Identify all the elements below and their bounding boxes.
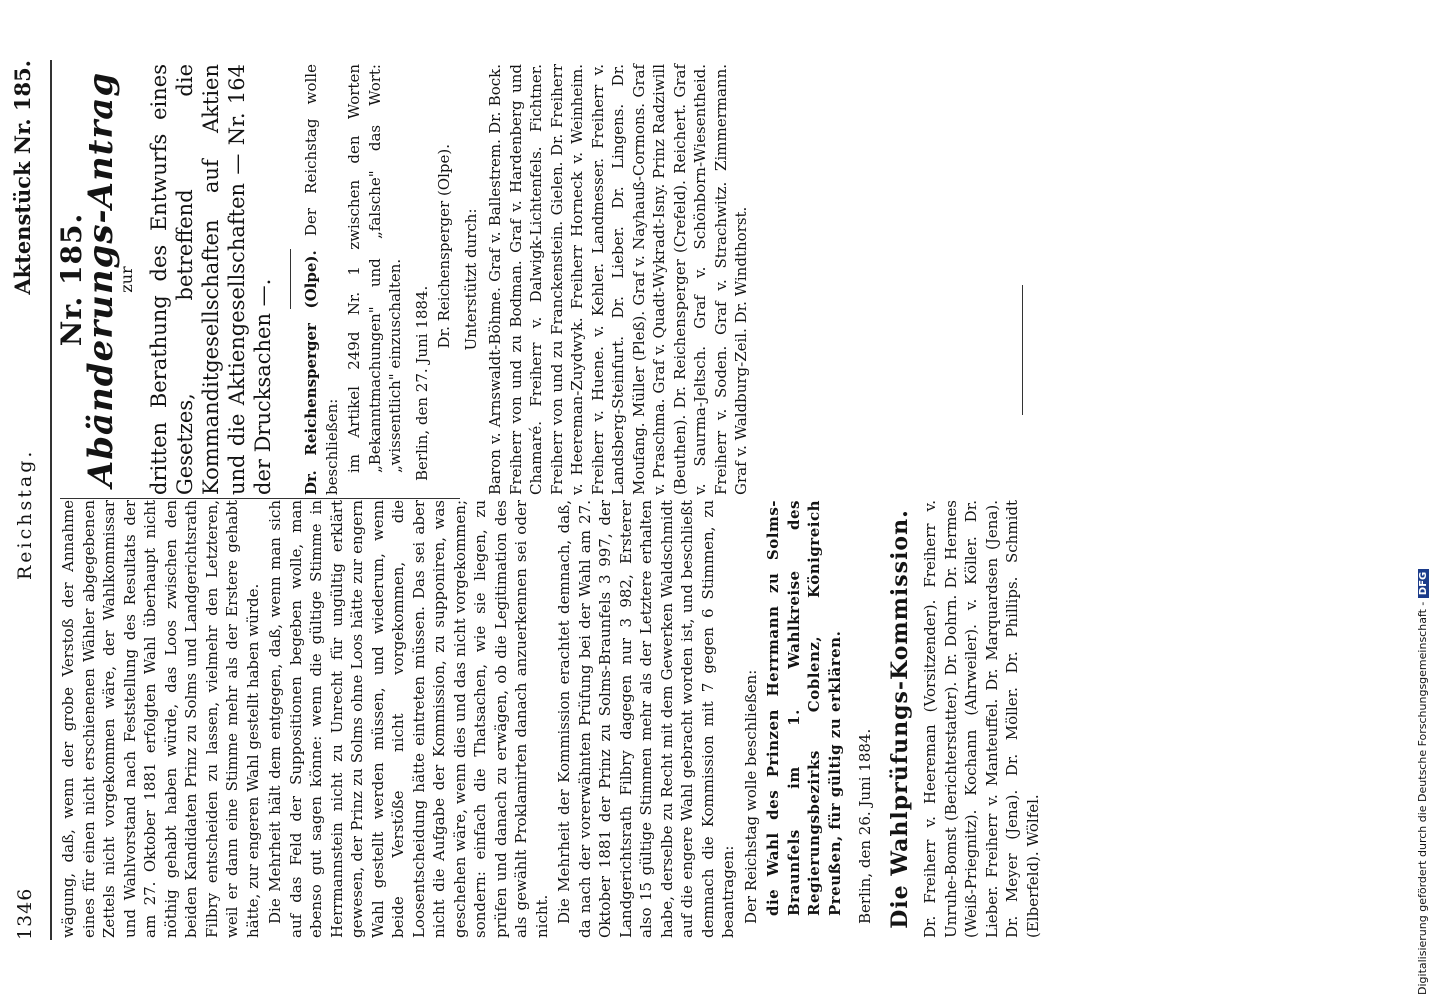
document-subtitle: dritten Berathung des Entwurfs eines Gesetzes, betreffend die Kommanditgesellschaften auf Aktien und die Aktiengesellschaften — Nr. 164 der Drucksachen —. [146,64,275,495]
title-rule [290,250,292,310]
motion-text: die Wahl des Prinzen Herrmann zu Solms-Braunfels im 1. Wahlkreise des Regierungsbezirks Coblenz, Königreich Preußen, für gültig zu erklären. [764,500,844,916]
supporters-list: Baron v. Arnswaldt-Böhme. Graf v. Ballestrem. Dr. Bock. Freiherr von und zu Bodman. Graf v. Hardenberg und Chamaré. Freiherr v. Dalwigk-Lichtenfels. Fichtner. Freiherr von und zu Franckenstein. Gielen. Dr. Freiherr v. Heereman-Zuydwyk. Freiherr Horneck v. Weinheim. Freiherr v. Huene. v. Kehler. Landmesser. Freiherr v. Landsberg-Steinfurt. Dr. Lieber. Dr. Lingens. Dr. Moufang. Müller (Pleß). Graf v. Nayhauß-Cormons. Graf v. Praschma. Graf v. Quadt-Wykradt-Isny. Prinz Radziwill (Beuthen). Dr. Reichensperger (Crefeld). Reichert. Graf v. Saurma-Jeltsch. Graf v. Schönborn-Wiesentheid. Freiherr v. Soden. Graf v. Strachwitz. Zimmermann. Graf v. Waldburg-Zeil. Dr. Windthorst. [486,64,750,495]
bottom-rule [1022,285,1023,415]
column-divider [60,498,460,499]
conclusion-paragraph: Die Mehrheit der Kommission erachtet demnach, daß, da nach der vorerwähnten Prüfung bei der Wahl am 27. Oktober 1881 der Prinz zu Solms-Braunfels 3 997, der Landgerichtsrath Filbry dagegen nur 3 982, Ersterer also 15 gültige Stimmen mehr als der Letztere erhalten habe, derselbe zu Recht mit dem Gewerken Waldschmidt auf die engere Wahl gebracht worden ist, und beschließt demnach die Kommission mit 7 gegen 6 Stimmen, zu beantragen: [555,500,737,938]
amendment-text: im Artikel 249d Nr. 1 zwischen den Worten „Bekanntmachungen" und „falsche" das Wort: „wissentlich" einzuschalten. [345,64,404,473]
running-head [8,60,44,940]
left-column [58,500,1042,938]
majority-paragraph: Die Mehrheit hält dem entgegen, daß, wenn man sich auf das Feld der Suppositionen begeben wolle, man ebenso gut sagen könne: wenn die gültige Stimme in Herrmannstein nicht zu Unrecht für ungültig erklärt gewesen, der Prinz zu Solms ohne Loos hätte zur engern Wahl gestellt werden müssen, und wiederum, wenn beide Verstöße nicht vorgekommen, die Loosentscheidung hätte eintreten müssen. Das sei aber nicht die Aufgabe der Kommission, zu supponiren, was geschehen wäre, wenn dies und das nicht vorgekommen; sondern: einfach die Thatsachen, wie sie liegen, zu prüfen und danach zu erwägen, ob die Legitimation des als gewählt Proklamirten danach anzuerkennen sei oder nicht. [266,500,551,938]
proposer-request: Der Reichstag wolle beschließen: [302,64,341,495]
motion-intro: Der Reichstag wolle beschließen: [741,669,760,924]
commission-title: Die Wahlprüfungs-Kommission. [886,509,913,929]
signature: Dr. Reichensperger (Olpe). [435,144,453,349]
continuation-paragraph: wägung, daß, wenn der grobe Verstoß der Annahme eines für einen nicht erschienenen Wähler abgegebenen Zettels nicht vorgekommen wäre, der Wahlkommissar und Wahlvorstand nach Feststellung des Resultats der am 27. Oktober 1881 erfolgten Wahl überhaupt nicht nöthig gehabt haben würde, das Loos zwischen den beiden Kandidaten Prinz zu Solms und Landgerichtsrath Filbry entscheiden zu lassen, vielmehr den Letzteren, weil er dann eine Stimme mehr als der Erstere gehabt hätte, zur engeren Wahl gestellt haben würde. [59,500,262,938]
right-column [55,64,750,495]
proposer-name: Dr. Reichensperger (Olpe). [302,250,320,495]
digitization-text: Digitalisierung gefördert durch die Deutsche Forschungsgemeinschaft - [1416,601,1429,995]
supported-by-label: Unterstützt durch: [461,208,480,351]
dfg-logo: DFG [1418,569,1429,598]
header-rule [50,60,52,940]
document-title: Abänderungs-Antrag [80,71,121,488]
page-number: 1346 [14,887,36,940]
proposer-line [301,64,342,495]
right-dateline: Berlin, den 27. Juni 1884. [412,285,431,481]
record-label: Aktenstück Nr. 185. [10,60,35,295]
digitization-note [1416,5,1432,995]
left-dateline: Berlin, den 26. Juni 1884. [856,728,874,924]
running-title: Reichstag. [14,448,36,580]
commission-members: Dr. Freiherr v. Heereman (Vorsitzender). Freiherr v. Unruhe-Bomst (Berichterstatter). Dr. Dohrn. Dr. Hermes (Weiß-Priegnitz). Kochann (Ahrweiler). v. Köller. Dr. Lieber. Freiherr v. Manteuffel. Dr. Marquardsen (Jena). Dr. Meyer (Jena). Dr. Möller. Dr. Phillips. Schmidt (Elberfeld). Wölfel. [921,500,1042,938]
document-number: Nr. 185. [55,212,88,347]
zur-word: zur [117,266,136,293]
